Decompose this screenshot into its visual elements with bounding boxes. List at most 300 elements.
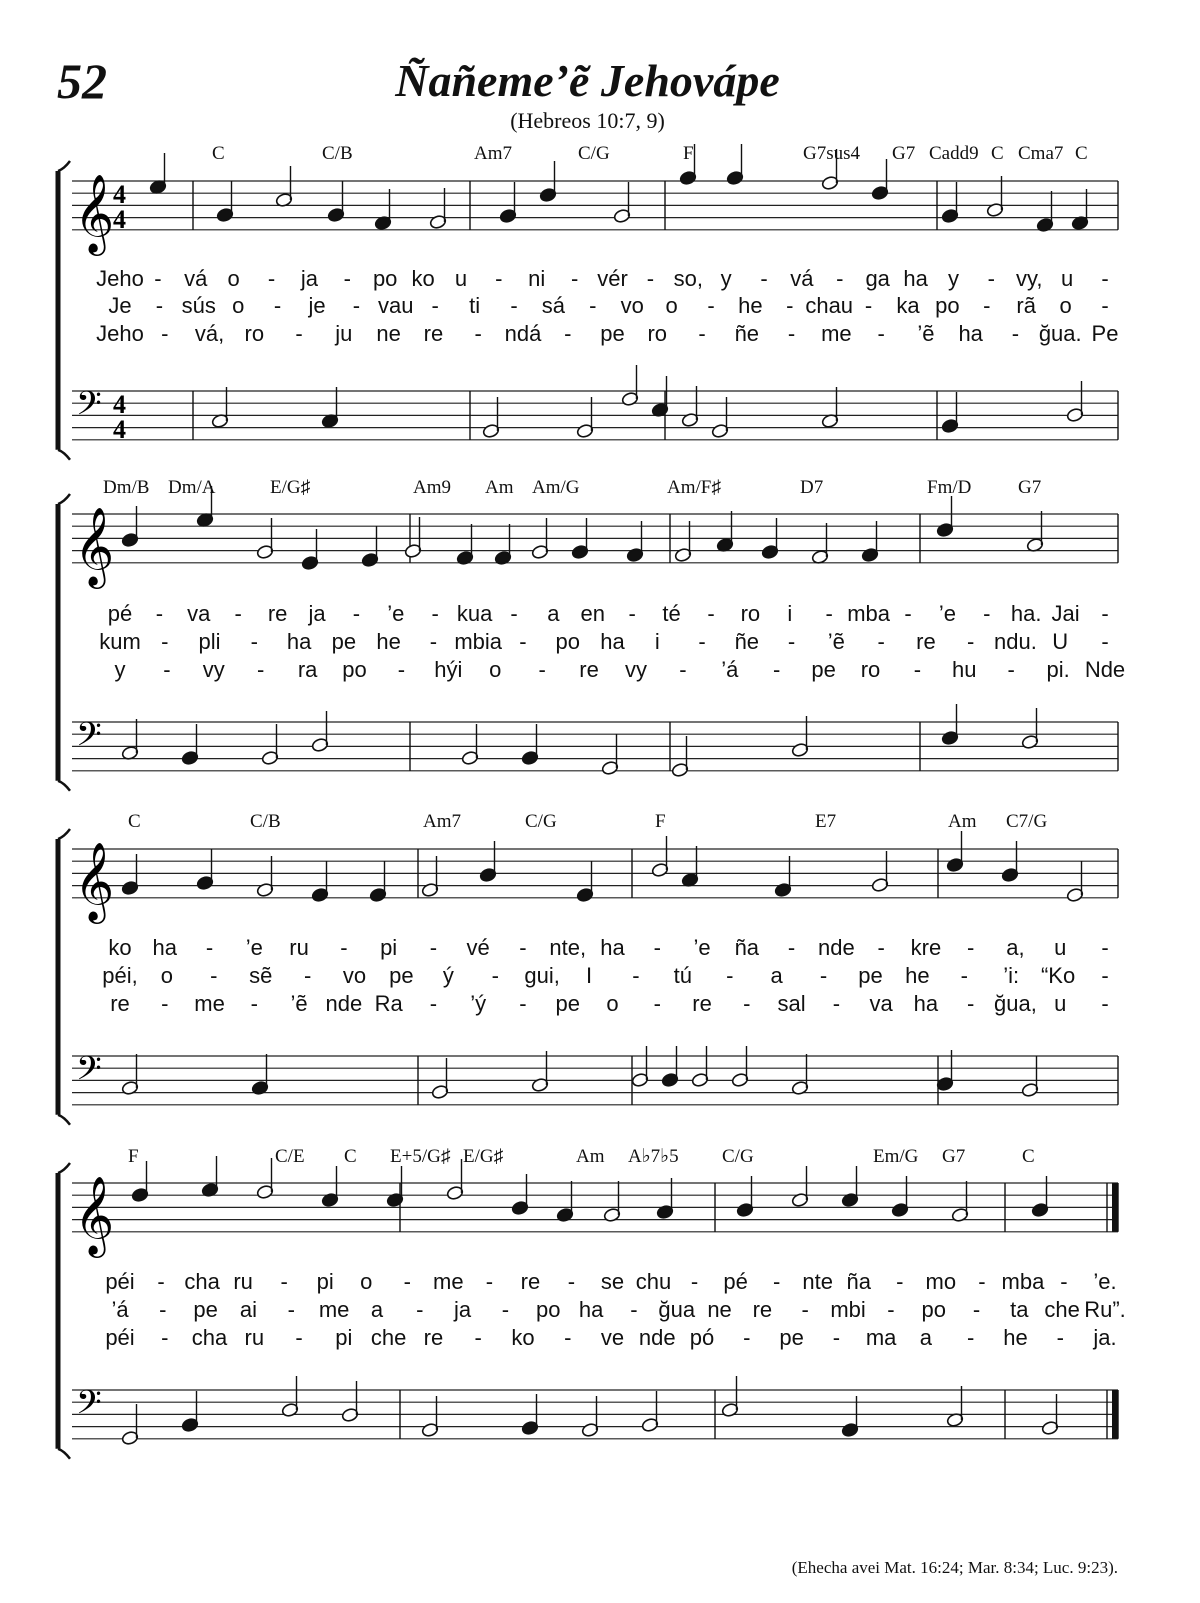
lyric-syllable: me bbox=[318, 1297, 350, 1322]
lyric-syllable: ’á bbox=[721, 657, 739, 682]
lyric-hyphen: - bbox=[431, 601, 439, 626]
lyric-syllable: o bbox=[227, 266, 240, 291]
lyric-syllable: péi bbox=[105, 1325, 135, 1350]
lyric-hyphen: - bbox=[987, 266, 996, 291]
lyric-hyphen: - bbox=[303, 963, 312, 988]
chord-symbol: Am/F♯ bbox=[667, 477, 721, 498]
lyric-hyphen: - bbox=[632, 963, 640, 988]
lyric-hyphen: - bbox=[343, 266, 351, 291]
lyric-line-3-3 bbox=[110, 991, 1108, 1016]
lyric-hyphen: - bbox=[519, 629, 527, 654]
lyric-hyphen: - bbox=[1101, 935, 1109, 960]
lyric-hyphen: - bbox=[1101, 629, 1109, 654]
lyric-syllable: nde bbox=[325, 991, 363, 1016]
chord-symbol: C/G bbox=[525, 811, 557, 832]
lyric-syllable: ro bbox=[860, 657, 881, 682]
lyric-syllable: ña bbox=[734, 935, 760, 960]
lyric-hyphen: - bbox=[352, 293, 361, 318]
lyric-syllable: ha bbox=[903, 266, 928, 291]
lyric-syllable: cha bbox=[191, 1325, 228, 1350]
lyric-hyphen: - bbox=[431, 293, 439, 318]
lyric-hyphen: - bbox=[773, 657, 781, 682]
lyric-hyphen: - bbox=[1011, 321, 1020, 346]
bass-staff-4 bbox=[72, 1376, 1118, 1446]
lyric-syllable: Ru”. bbox=[1084, 1297, 1126, 1322]
lyric-hyphen: - bbox=[628, 601, 636, 626]
lyric-syllable: ’ẽ bbox=[827, 629, 845, 654]
lyric-hyphen: - bbox=[154, 266, 162, 291]
lyric-syllable: nde bbox=[818, 935, 855, 960]
lyric-hyphen: - bbox=[896, 1269, 904, 1294]
chord-symbol: F bbox=[128, 1146, 139, 1167]
lyric-syllable: pi bbox=[316, 1269, 334, 1294]
chord-symbol: C/G bbox=[722, 1146, 754, 1167]
lyric-hyphen: - bbox=[1056, 1325, 1064, 1350]
lyric-syllable: a bbox=[547, 601, 560, 626]
lyric-syllable: cha bbox=[184, 1269, 220, 1294]
lyric-hyphen: - bbox=[250, 991, 258, 1016]
footer-reference-note: (Ehecha avei Mat. 16:24; Mar. 8:34; Luc. 9:23). bbox=[791, 1558, 1118, 1577]
lyric-hyphen: - bbox=[679, 657, 687, 682]
lyric-hyphen: - bbox=[787, 629, 796, 654]
lyric-syllable: o bbox=[232, 293, 245, 318]
system-bracket bbox=[58, 829, 70, 1125]
lyric-syllable: Jeho bbox=[96, 266, 144, 291]
lyric-syllable: U bbox=[1052, 629, 1069, 654]
lyric-hyphen: - bbox=[159, 1297, 167, 1322]
lyric-hyphen: - bbox=[205, 935, 214, 960]
lyric-syllable: mbia bbox=[454, 629, 503, 654]
lyric-syllable: o bbox=[160, 963, 174, 988]
lyric-syllable: ru bbox=[244, 1325, 265, 1350]
lyric-syllable: mba bbox=[847, 601, 890, 626]
lyric-hyphen: - bbox=[978, 1269, 986, 1294]
time-signature-denominator: 4 bbox=[113, 415, 126, 444]
lyric-syllable: chu bbox=[635, 1269, 672, 1294]
lyric-syllable: ai bbox=[239, 1297, 258, 1322]
lyric-hyphen: - bbox=[1101, 266, 1109, 291]
bracket-bottom bbox=[58, 781, 70, 791]
lyric-hyphen: - bbox=[564, 1325, 572, 1350]
lyric-hyphen: - bbox=[960, 963, 968, 988]
lyric-hyphen: - bbox=[819, 963, 828, 988]
lyric-hyphen: - bbox=[474, 321, 482, 346]
system-bracket bbox=[58, 494, 70, 791]
lyric-hyphen: - bbox=[210, 963, 218, 988]
bracket-bottom bbox=[58, 450, 70, 460]
lyric-hyphen: - bbox=[287, 1297, 295, 1322]
chord-symbol: G7 bbox=[942, 1146, 966, 1167]
chord-symbol: E7 bbox=[815, 811, 837, 832]
lyric-syllable: chau bbox=[805, 293, 854, 318]
lyric-syllable: pi bbox=[380, 935, 398, 960]
lyric-syllable: ka bbox=[896, 293, 920, 318]
lyric-syllable: me bbox=[821, 321, 852, 346]
lyric-hyphen: - bbox=[589, 293, 597, 318]
lyric-hyphen: - bbox=[163, 657, 171, 682]
lyric-syllable: vá, bbox=[194, 321, 225, 346]
lyric-hyphen: - bbox=[832, 1325, 841, 1350]
chord-symbol: E/G♯ bbox=[270, 477, 311, 498]
lyric-syllable: sús bbox=[181, 293, 216, 318]
chord-symbol: G7 bbox=[1018, 477, 1042, 498]
lyric-syllable: so, bbox=[673, 266, 703, 291]
lyric-syllable: va bbox=[869, 991, 893, 1016]
lyric-syllable: ha bbox=[152, 935, 178, 960]
lyric-syllable: pe bbox=[858, 963, 883, 988]
chord-symbol: Am7 bbox=[474, 143, 512, 164]
chord-symbol: Am bbox=[485, 477, 514, 498]
lyric-syllable: en bbox=[580, 601, 606, 626]
lyric-syllable: me bbox=[433, 1269, 464, 1294]
chord-symbol: C bbox=[1022, 1146, 1035, 1167]
lyric-syllable: vo bbox=[620, 293, 644, 318]
lyric-syllable: ’e bbox=[245, 935, 263, 960]
lyric-syllable: Nde bbox=[1084, 657, 1126, 682]
lyric-syllable: se bbox=[600, 1269, 625, 1294]
chord-symbol: Am/G bbox=[532, 477, 580, 498]
chord-symbol: Cadd9 bbox=[929, 143, 979, 164]
lyric-line-2-1 bbox=[108, 601, 1109, 626]
scripture-reference: (Hebreos 10:7, 9) bbox=[510, 108, 665, 133]
chord-symbol: E+5/G♯ bbox=[390, 1146, 451, 1167]
time-signature-numerator: 4 bbox=[113, 180, 126, 209]
lyric-syllable: ha. bbox=[1010, 601, 1042, 626]
lyric-syllable: ’ẽ bbox=[290, 991, 308, 1016]
chord-symbol: C bbox=[128, 811, 141, 832]
lyric-syllable: ja bbox=[308, 601, 326, 626]
lyric-syllable: kum bbox=[99, 629, 141, 654]
lyric-syllable: vá bbox=[790, 266, 814, 291]
lyric-syllable: y bbox=[114, 657, 126, 682]
lyric-syllable: mo bbox=[925, 1269, 957, 1294]
lyric-syllable: ha bbox=[913, 991, 939, 1016]
chord-symbol: C bbox=[344, 1146, 357, 1167]
lyric-syllable: he bbox=[738, 293, 763, 318]
lyric-syllable: sal bbox=[777, 991, 806, 1016]
lyric-syllable: o bbox=[1059, 293, 1072, 318]
lyric-syllable: kre bbox=[910, 935, 942, 960]
lyric-line-3-2 bbox=[102, 963, 1108, 988]
lyric-syllable: o bbox=[489, 657, 502, 682]
lyric-line-1-3 bbox=[96, 321, 1118, 346]
lyric-syllable: mbi bbox=[830, 1297, 866, 1322]
treble-clef: 𝄞 bbox=[74, 1175, 115, 1255]
lyric-syllable: nte, bbox=[549, 935, 587, 960]
lyric-syllable: vy, bbox=[1015, 266, 1043, 291]
lyric-hyphen: - bbox=[280, 1269, 288, 1294]
lyric-syllable: hýi bbox=[434, 657, 463, 682]
lyric-syllable: ti bbox=[469, 293, 481, 318]
chord-symbol: C bbox=[991, 143, 1004, 164]
lyric-syllable: ’ẽ bbox=[917, 321, 935, 346]
lyric-syllable: Ra bbox=[374, 991, 403, 1016]
lyric-hyphen: - bbox=[161, 1325, 169, 1350]
lyric-syllable: po bbox=[342, 657, 367, 682]
lyric-hyphen: - bbox=[690, 1269, 699, 1294]
lyric-hyphen: - bbox=[787, 321, 796, 346]
lyric-hyphen: - bbox=[485, 1269, 494, 1294]
lyric-line-4-1 bbox=[105, 1269, 1116, 1294]
lyric-syllable: ru bbox=[233, 1269, 253, 1294]
lyric-syllable: ý bbox=[442, 963, 454, 988]
lyric-hyphen: - bbox=[429, 935, 438, 960]
time-signature-denominator: 4 bbox=[113, 205, 126, 234]
lyric-syllable: u bbox=[1054, 991, 1067, 1016]
lyric-syllable: o bbox=[606, 991, 619, 1016]
lyric-syllable: ve bbox=[600, 1325, 625, 1350]
lyric-syllable: pe bbox=[555, 991, 580, 1016]
lyric-hyphen: - bbox=[698, 629, 706, 654]
lyric-hyphen: - bbox=[1101, 991, 1109, 1016]
lyric-syllable: pe bbox=[389, 963, 414, 988]
lyric-hyphen: - bbox=[913, 657, 922, 682]
lyric-hyphen: - bbox=[832, 991, 841, 1016]
lyric-hyphen: - bbox=[416, 1297, 424, 1322]
lyric-hyphen: - bbox=[825, 601, 833, 626]
lyric-syllable: pé bbox=[723, 1269, 748, 1294]
lyric-hyphen: - bbox=[155, 293, 164, 318]
lyric-syllable: re bbox=[423, 1325, 444, 1350]
lyric-syllable: péi bbox=[105, 1269, 135, 1294]
lyric-syllable: ha bbox=[958, 321, 983, 346]
chord-symbol: Fm/D bbox=[927, 477, 972, 498]
lyric-syllable: y bbox=[947, 266, 959, 291]
lyric-hyphen: - bbox=[972, 1297, 981, 1322]
treble-clef: 𝄞 bbox=[74, 506, 115, 586]
lyric-line-2-2 bbox=[99, 629, 1108, 654]
lyric-syllable: I bbox=[585, 963, 593, 988]
lyric-hyphen: - bbox=[510, 293, 518, 318]
lyric-hyphen: - bbox=[429, 629, 438, 654]
lyric-syllable: ndu. bbox=[994, 629, 1037, 654]
chord-symbol: Am bbox=[576, 1146, 605, 1167]
lyric-hyphen: - bbox=[967, 935, 975, 960]
lyric-hyphen: - bbox=[157, 1269, 165, 1294]
lyric-syllable: va bbox=[187, 601, 211, 626]
lyric-syllable: pli bbox=[198, 629, 221, 654]
lyric-hyphen: - bbox=[397, 657, 406, 682]
lyric-syllable: hu bbox=[952, 657, 977, 682]
bass-clef: 𝄢 bbox=[76, 716, 102, 762]
lyric-hyphen: - bbox=[1101, 293, 1109, 318]
chord-symbol: C/G bbox=[578, 143, 610, 164]
lyric-hyphen: - bbox=[234, 601, 242, 626]
lyric-syllable: kua bbox=[456, 601, 493, 626]
lyric-line-4-2 bbox=[111, 1297, 1125, 1322]
lyric-syllable: a, bbox=[1006, 935, 1025, 960]
lyric-syllable: “Ko bbox=[1040, 963, 1076, 988]
lyric-syllable: che bbox=[370, 1325, 407, 1350]
lyric-syllable: po bbox=[555, 629, 580, 654]
lyric-syllable: ’e bbox=[693, 935, 711, 960]
lyric-hyphen: - bbox=[743, 991, 751, 1016]
lyric-hyphen: - bbox=[1060, 1269, 1068, 1294]
lyric-syllable: re bbox=[520, 1269, 541, 1294]
lyric-syllable: pe bbox=[779, 1325, 804, 1350]
lyric-syllable: vau bbox=[378, 293, 414, 318]
lyric-syllable: ra bbox=[297, 657, 318, 682]
lyric-hyphen: - bbox=[967, 629, 975, 654]
lyric-syllable: ja. bbox=[1093, 1325, 1117, 1350]
lyric-syllable: i bbox=[787, 601, 793, 626]
bass-clef: 𝄢 bbox=[76, 1384, 102, 1430]
lyric-syllable: he bbox=[905, 963, 930, 988]
lyric-syllable: u bbox=[454, 266, 468, 291]
lyric-hyphen: - bbox=[707, 293, 715, 318]
lyric-hyphen: - bbox=[967, 1325, 975, 1350]
lyric-syllable: po bbox=[921, 1297, 946, 1322]
chord-symbol: G7 bbox=[892, 143, 916, 164]
lyric-syllable: rã bbox=[1016, 293, 1036, 318]
system-bracket bbox=[58, 1163, 70, 1459]
chord-symbol: C7/G bbox=[1006, 811, 1048, 832]
song-number: 52 bbox=[57, 53, 107, 109]
lyric-syllable: ko bbox=[108, 935, 132, 960]
bass-clef: 𝄢 bbox=[76, 1050, 102, 1096]
lyric-hyphen: - bbox=[864, 293, 873, 318]
lyric-hyphen: - bbox=[707, 601, 715, 626]
lyric-syllable: ñe bbox=[734, 629, 760, 654]
lyric-syllable: pe bbox=[811, 657, 836, 682]
lyric-syllable: ju bbox=[335, 321, 353, 346]
bracket-bottom bbox=[58, 1115, 70, 1125]
lyric-hyphen: - bbox=[773, 1269, 781, 1294]
lyric-hyphen: - bbox=[653, 935, 661, 960]
treble-clef: 𝄞 bbox=[74, 841, 115, 921]
lyric-syllable: pe bbox=[600, 321, 625, 346]
chord-symbol: Dm/A bbox=[168, 477, 216, 498]
lyric-hyphen: - bbox=[474, 1325, 482, 1350]
lyric-hyphen: - bbox=[630, 1297, 638, 1322]
lyric-syllable: tú bbox=[673, 963, 693, 988]
lyric-syllable: re bbox=[916, 629, 936, 654]
lyric-syllable: po bbox=[372, 266, 398, 291]
lyric-syllable: ’á bbox=[111, 1297, 129, 1322]
lyric-syllable: ko bbox=[511, 1325, 535, 1350]
chord-symbol: D7 bbox=[800, 477, 824, 498]
chord-symbol: C/B bbox=[250, 811, 281, 832]
lyric-hyphen: - bbox=[295, 1325, 303, 1350]
chord-symbol: Em/G bbox=[873, 1146, 919, 1167]
lyric-syllable: o bbox=[360, 1269, 373, 1294]
lyric-syllable: ha bbox=[286, 629, 312, 654]
lyric-syllable: ni bbox=[528, 266, 546, 291]
lyric-syllable: pe bbox=[331, 629, 357, 654]
lyric-hyphen: - bbox=[257, 657, 265, 682]
lyric-syllable: ne bbox=[707, 1297, 732, 1322]
lyric-hyphen: - bbox=[801, 1297, 809, 1322]
lyric-syllable: vá bbox=[184, 266, 208, 291]
lyric-hyphen: - bbox=[429, 991, 438, 1016]
song-title: Ñañeme’ẽ Jehovápe bbox=[395, 55, 780, 106]
lyric-syllable: re bbox=[752, 1297, 773, 1322]
chord-symbol: C bbox=[1075, 143, 1088, 164]
lyric-hyphen: - bbox=[273, 293, 282, 318]
lyric-syllable: ja bbox=[300, 266, 318, 291]
lyric-syllable: pi bbox=[335, 1325, 353, 1350]
chord-symbol: Am7 bbox=[423, 811, 461, 832]
lyric-hyphen: - bbox=[340, 935, 348, 960]
lyric-syllable: re bbox=[110, 991, 130, 1016]
lyric-hyphen: - bbox=[983, 293, 991, 318]
lyric-syllable: ’e. bbox=[1093, 1269, 1117, 1294]
lyric-hyphen: - bbox=[967, 991, 975, 1016]
chord-symbol: Dm/B bbox=[103, 477, 150, 498]
lyric-syllable: u bbox=[1060, 266, 1074, 291]
lyric-syllable: re bbox=[579, 657, 599, 682]
lyric-syllable: ro bbox=[740, 601, 761, 626]
lyric-hyphen: - bbox=[519, 935, 527, 960]
chord-symbol: Am bbox=[948, 811, 977, 832]
treble-clef: 𝄞 bbox=[74, 173, 115, 253]
lyric-syllable: pe bbox=[193, 1297, 218, 1322]
lyric-hyphen: - bbox=[510, 601, 518, 626]
lyric-syllable: ro bbox=[647, 321, 668, 346]
lyric-syllable: gui, bbox=[524, 963, 560, 988]
lyric-line-3-1 bbox=[108, 935, 1108, 960]
chord-symbol: C/B bbox=[322, 143, 353, 164]
lyric-syllable: ko bbox=[411, 266, 435, 291]
lyric-syllable: a bbox=[919, 1325, 933, 1350]
lyric-syllable: ğua bbox=[658, 1297, 696, 1322]
lyric-syllable: che bbox=[1044, 1297, 1080, 1322]
lyric-syllable: ha bbox=[578, 1297, 604, 1322]
lyric-syllable: i bbox=[654, 629, 660, 654]
lyric-hyphen: - bbox=[877, 629, 885, 654]
time-signature-numerator: 4 bbox=[113, 390, 126, 419]
lyric-hyphen: - bbox=[495, 266, 503, 291]
lyric-syllable: vy bbox=[624, 657, 647, 682]
lyric-syllable: nde bbox=[638, 1325, 676, 1350]
lyric-syllable: ğua. bbox=[1038, 321, 1082, 346]
bracket-top bbox=[58, 829, 70, 839]
lyric-hyphen: - bbox=[491, 963, 499, 988]
lyric-hyphen: - bbox=[267, 266, 276, 291]
lyric-syllable: he bbox=[376, 629, 401, 654]
lyric-syllable: ha bbox=[600, 629, 625, 654]
chord-symbol: Cma7 bbox=[1018, 143, 1064, 164]
lyric-syllable: Jeho bbox=[96, 321, 144, 346]
lyric-hyphen: - bbox=[352, 601, 361, 626]
lyric-hyphen: - bbox=[1007, 657, 1015, 682]
lyric-syllable: a bbox=[370, 1297, 384, 1322]
chord-symbol: E/G♯ bbox=[463, 1146, 504, 1167]
lyric-hyphen: - bbox=[1101, 963, 1109, 988]
lyric-syllable: té bbox=[662, 601, 681, 626]
bracket-top bbox=[58, 1163, 70, 1173]
lyric-syllable: Je bbox=[108, 293, 132, 318]
lyric-line-4-3 bbox=[105, 1325, 1116, 1350]
bracket-bottom bbox=[58, 1449, 70, 1459]
lyric-syllable: sẽ bbox=[249, 963, 273, 988]
chord-symbol: Am9 bbox=[413, 477, 451, 498]
lyric-hyphen: - bbox=[155, 601, 164, 626]
lyric-syllable: ja bbox=[454, 1297, 472, 1322]
lyric-syllable: ’e bbox=[938, 601, 956, 626]
lyric-syllable: ta bbox=[1010, 1297, 1029, 1322]
lyric-syllable: sá bbox=[541, 293, 566, 318]
treble-staff-3 bbox=[72, 831, 1118, 924]
lyric-hyphen: - bbox=[877, 935, 885, 960]
lyric-hyphen: - bbox=[403, 1269, 411, 1294]
lyric-hyphen: - bbox=[887, 1297, 895, 1322]
lyric-syllable: ’i: bbox=[1003, 963, 1020, 988]
lyric-syllable: ga bbox=[865, 266, 890, 291]
lyric-hyphen: - bbox=[653, 991, 661, 1016]
chord-symbol: A♭7♭5 bbox=[628, 1146, 679, 1167]
lyric-hyphen: - bbox=[786, 293, 794, 318]
